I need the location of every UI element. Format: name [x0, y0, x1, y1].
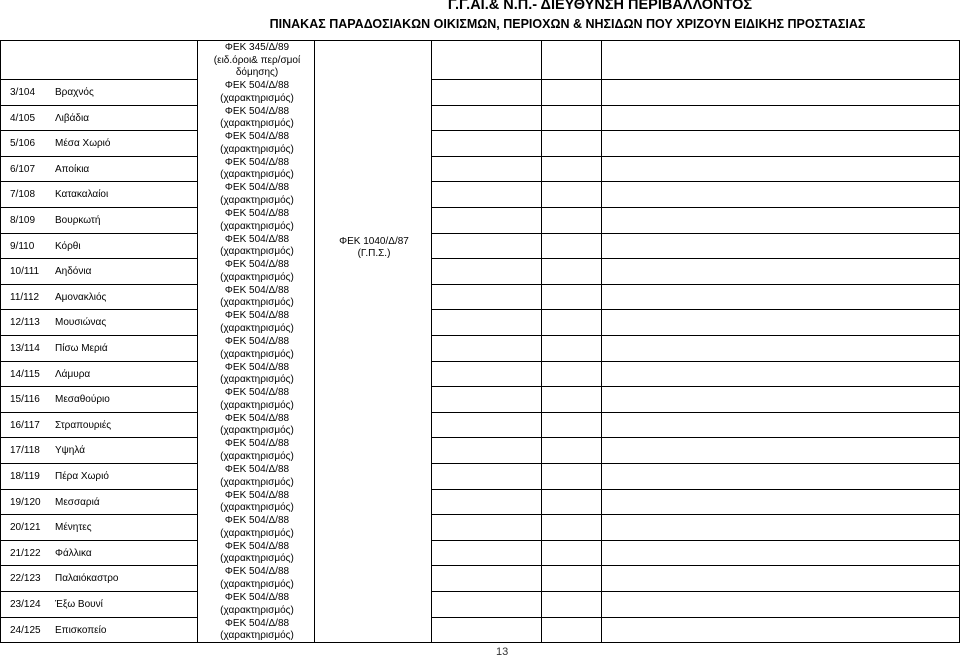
fek-line: ΦΕΚ 504/Δ/88: [224, 156, 290, 168]
table-bottom-border: [0, 642, 960, 643]
row-border: [431, 514, 960, 515]
row-border: [431, 617, 960, 618]
fek-line: ΦΕΚ 504/Δ/88: [224, 464, 290, 475]
fek-cell: [197, 566, 317, 591]
header-title: Γ.Γ.ΑΙ.& Ν.Π.- ΔΙΕΥΘΥΝΣΗ ΠΕΡΙΒΑΛΛΟΝΤΟΣ: [447, 0, 753, 13]
page-number: 13: [496, 646, 509, 658]
fek-line: (χαρακτηρισμός): [220, 92, 294, 104]
fek-cell: [197, 106, 317, 131]
row-border: [431, 233, 960, 234]
settlement-code: 16/117: [10, 419, 40, 431]
row-border: [431, 335, 960, 336]
fek-cell: [197, 259, 317, 284]
settlement-name: Λάμυρα: [55, 368, 91, 380]
fek-cell: [197, 80, 317, 105]
settlement-name: Μέσα Χωριό: [55, 138, 111, 150]
gps-fek-line: ΦΕΚ 1040/Δ/87: [339, 235, 409, 247]
fek-cell: [197, 618, 317, 643]
settlement-code: 14/115: [10, 368, 40, 380]
row-border: [431, 540, 960, 541]
row-border: [0, 156, 197, 157]
settlement-code: 19/120: [10, 496, 41, 508]
row-border: [431, 591, 960, 592]
row-border: [0, 386, 197, 387]
fek-line: (χαρακτηρισμός): [220, 578, 294, 590]
settlement-code: 11/112: [10, 291, 40, 303]
row-border: [431, 207, 960, 208]
settlement-code: 9/110: [10, 240, 35, 252]
settlement-name: Μεσσαριά: [55, 496, 100, 508]
fek-cell: [197, 490, 317, 515]
top-fek-line: δόμησης): [235, 67, 279, 78]
settlement-name: Βραχνός: [55, 87, 94, 98]
fek-line: (χαρακτηρισμός): [220, 374, 294, 386]
settlement-code: 17/118: [10, 445, 40, 457]
row-border: [431, 130, 960, 131]
fek-line: (χαρακτηρισμός): [220, 348, 294, 360]
fek-cell: [197, 592, 317, 617]
row-border: [0, 309, 197, 310]
fek-line: ΦΕΚ 504/Δ/88: [224, 182, 290, 194]
fek-line: (χαρακτηρισμός): [220, 502, 294, 514]
settlement-name: Αποίκια: [55, 163, 90, 175]
row-border: [431, 258, 960, 259]
fek-cell: [197, 515, 317, 540]
settlement-code: 6/107: [10, 163, 36, 175]
row-border: [0, 181, 197, 182]
fek-cell: [197, 362, 317, 387]
row-border: [0, 233, 197, 234]
settlement-name: Υψηλά: [55, 445, 85, 457]
fek-cell: [197, 182, 317, 207]
fek-line: ΦΕΚ 504/Δ/88: [224, 489, 290, 501]
settlement-name: Στραπουριές: [55, 419, 112, 431]
fek-line: (χαρακτηρισμός): [220, 194, 294, 206]
fek-line: ΦΕΚ 504/Δ/88: [224, 515, 290, 527]
fek-line: (χαρακτηρισμός): [220, 630, 294, 642]
settlement-code: 18/119: [10, 471, 40, 482]
settlement-name: Μένητες: [55, 522, 92, 534]
row-border: [0, 79, 197, 80]
settlement-code: 22/123: [10, 573, 41, 585]
settlement-name: Έξω Βουνί: [55, 599, 103, 610]
row-border: [0, 207, 197, 208]
row-border: [0, 130, 197, 131]
fek-line: (χαρακτηρισμός): [220, 425, 294, 437]
fek-line: (χαρακτηρισμός): [220, 143, 294, 155]
row-border: [431, 361, 960, 362]
fek-cell: [197, 131, 317, 156]
row-border: [0, 105, 197, 106]
fek-cell: [197, 336, 317, 361]
fek-line: (χαρακτηρισμός): [220, 450, 294, 462]
fek-line: ΦΕΚ 504/Δ/88: [224, 259, 290, 271]
row-border: [431, 156, 960, 157]
settlement-name: Κατακαλαίοι: [55, 189, 109, 201]
settlement-name: Φάλλικα: [55, 547, 92, 559]
fek-line: ΦΕΚ 504/Δ/88: [224, 438, 290, 450]
row-border: [0, 463, 197, 464]
row-border: [431, 181, 960, 182]
fek-line: ΦΕΚ 504/Δ/88: [224, 566, 290, 578]
fek-cell: [197, 285, 317, 310]
settlement-code: 24/125: [10, 624, 41, 636]
row-border: [431, 437, 960, 438]
top-fek-line: ΦΕΚ 345/Δ/89: [224, 42, 290, 53]
settlement-name: Επισκοπείο: [55, 624, 107, 636]
settlement-code: 7/108: [10, 189, 36, 201]
fek-line: ΦΕΚ 504/Δ/88: [224, 233, 290, 245]
row-border: [0, 361, 197, 362]
row-border: [431, 309, 960, 310]
top-fek-line: (ειδ.όροι& περ/σμοί: [213, 54, 301, 66]
settlement-code: 20/121: [10, 522, 41, 534]
fek-line: (χαρακτηρισμός): [220, 604, 294, 616]
row-border: [431, 463, 960, 464]
settlement-name: Κόρθι: [55, 240, 81, 252]
fek-line: ΦΕΚ 504/Δ/88: [224, 80, 290, 91]
fek-line: ΦΕΚ 504/Δ/88: [224, 617, 290, 629]
fek-line: (χαρακτηρισμός): [220, 220, 294, 232]
fek-line: (χαρακτηρισμός): [220, 476, 294, 488]
row-border: [431, 79, 960, 80]
row-border: [431, 489, 960, 490]
fek-line: (χαρακτηρισμός): [220, 271, 294, 283]
fek-line: (χαρακτηρισμός): [220, 322, 294, 334]
fek-line: ΦΕΚ 504/Δ/88: [224, 361, 290, 373]
fek-cell: [197, 157, 317, 182]
settlement-name: Μουσιώνας: [55, 317, 107, 329]
row-border: [0, 617, 197, 618]
fek-line: ΦΕΚ 504/Δ/88: [224, 284, 290, 296]
fek-line: (χαρακτηρισμός): [220, 118, 294, 130]
fek-cell: [197, 464, 317, 489]
fek-line: (χαρακτηρισμός): [220, 527, 294, 539]
top-fek-cell: [197, 42, 317, 80]
fek-line: ΦΕΚ 504/Δ/88: [224, 592, 290, 603]
row-border: [0, 540, 197, 541]
header-subtitle: ΠΙΝΑΚΑΣ ΠΑΡΑΔΟΣΙΑΚΩΝ ΟΙΚΙΣΜΩΝ, ΠΕΡΙΟΧΩΝ & ΝΗΣΙΔΩΝ ΠΟΥ ΧΡΙΖΟΥΝ ΕΙΔΙΚΗΣ ΠΡΟΣΤΑΣΙΑΣ: [269, 17, 866, 31]
settlement-code: 21/122: [10, 547, 41, 559]
settlement-code: 5/106: [10, 138, 36, 150]
row-border: [0, 335, 197, 336]
settlement-name: Αηδόνια: [55, 266, 92, 278]
fek-line: (χαρακτηρισμός): [220, 553, 294, 565]
row-border: [0, 565, 197, 566]
row-border: [0, 284, 197, 285]
settlement-code: 4/105: [10, 112, 36, 124]
fek-line: ΦΕΚ 504/Δ/88: [224, 336, 290, 347]
settlement-name: Λιβάδια: [55, 112, 90, 124]
settlement-name: Αμονακλιός: [55, 291, 107, 303]
gps-fek-line: (Γ.Π.Σ.): [357, 248, 391, 260]
fek-line: ΦΕΚ 504/Δ/88: [224, 105, 290, 117]
fek-cell: [197, 387, 317, 412]
fek-line: ΦΕΚ 504/Δ/88: [224, 412, 290, 424]
row-border: [0, 437, 197, 438]
fek-cell: [197, 310, 317, 335]
settlement-name: Βουρκωτή: [55, 215, 101, 226]
fek-line: ΦΕΚ 504/Δ/88: [224, 310, 290, 322]
settlement-name: Παλαιόκαστρο: [55, 573, 119, 585]
settlement-code: 13/114: [10, 343, 40, 354]
fek-line: ΦΕΚ 504/Δ/88: [224, 540, 290, 552]
fek-line: ΦΕΚ 504/Δ/88: [224, 387, 290, 399]
gps-fek-cell: [314, 236, 434, 261]
fek-cell: [197, 413, 317, 438]
row-border: [431, 105, 960, 106]
settlement-name: Πέρα Χωριό: [55, 471, 109, 482]
fek-line: (χαρακτηρισμός): [220, 399, 294, 411]
settlement-code: 3/104: [10, 87, 36, 98]
fek-line: ΦΕΚ 504/Δ/88: [224, 131, 290, 143]
settlement-code: 10/111: [10, 266, 40, 278]
row-border: [0, 489, 197, 490]
settlement-code: 15/116: [10, 394, 40, 406]
settlement-code: 8/109: [10, 215, 36, 226]
row-border: [0, 591, 197, 592]
row-border: [0, 258, 197, 259]
settlement-code: 12/113: [10, 317, 40, 329]
fek-line: (χαρακτηρισμός): [220, 169, 294, 181]
fek-line: (χαρακτηρισμός): [220, 297, 294, 309]
fek-line: (χαρακτηρισμός): [220, 246, 294, 258]
settlement-code: 23/124: [10, 599, 41, 610]
fek-cell: [197, 234, 317, 259]
row-border: [0, 412, 197, 413]
fek-cell: [197, 208, 317, 233]
row-border: [431, 284, 960, 285]
row-border: [431, 412, 960, 413]
fek-cell: [197, 541, 317, 566]
fek-line: ΦΕΚ 504/Δ/88: [224, 208, 290, 219]
row-border: [0, 514, 197, 515]
row-border: [431, 565, 960, 566]
row-border: [431, 386, 960, 387]
fek-cell: [197, 438, 317, 463]
settlement-name: Μεσαθούριο: [55, 394, 110, 406]
settlement-name: Πίσω Μεριά: [55, 343, 108, 354]
table-top-border: [0, 40, 960, 41]
